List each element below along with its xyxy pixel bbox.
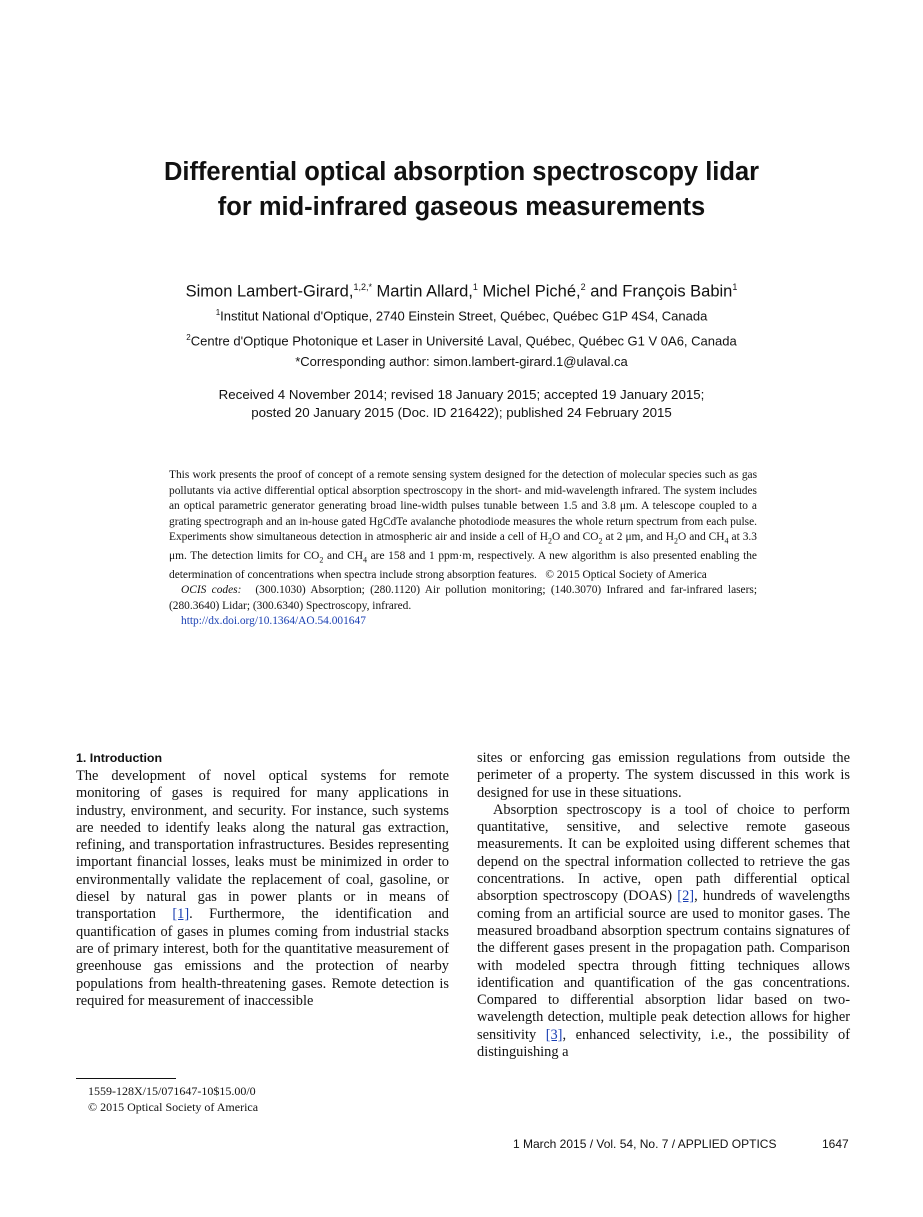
formula-ch4: $CH_4$ — [347, 549, 367, 565]
intro-paragraph-1-cont: sites or enforcing gas emission regulations from outside the perimeter of a property. The system discussed in this work is designed for use in these situations. — [477, 750, 850, 801]
intro-paragraph-1: The development of novel optical systems for remote monitoring of gases is required for many applications in industry, environment, and security. For instance, such systems are needed to identify leaks along the natural gas extraction, refining, and transportation infrastructures. Besides representing important financial losses, leaks must be minimized in order to environmentally validate the replacement of coal, gasoline, or diesel by natural gas in power plants or in means of transportation [1]. Furthermore, the identification and quantification of gases in plumes coming from industrial stacks are of primary interest, both for the quantitative measurement of greenhouse gas emissions and the protection of nearby populations from health-threatening gases. Remote detection is required for measurement of inaccessible — [76, 768, 449, 1009]
affil-mark: 2 — [186, 333, 191, 342]
publication-dates — [0, 386, 923, 422]
ocis-label: OCIS codes: — [181, 584, 242, 597]
affil-mark: 1 — [215, 308, 221, 317]
citation-link[interactable]: [1] — [172, 906, 190, 923]
author-name: Michel Piché, — [482, 282, 581, 301]
title-line-2: for mid-infrared gaseous measurements — [217, 193, 706, 221]
affil-text: Centre d'Optique Photonique et Laser in Université Laval, Québec, Québec G1 V 0A6, Canada — [190, 333, 737, 349]
ocis-codes — [169, 583, 757, 614]
copyright-line: © 2015 Optical Society of America — [88, 1100, 259, 1114]
formula-co2: $CO_2$ — [303, 549, 324, 565]
affiliation-1 — [0, 304, 923, 325]
author-name: and François Babin — [590, 282, 733, 301]
title-line-1: Differential optical absorption spectroscopy lidar — [163, 158, 760, 186]
abstract-copyright: © 2015 Optical Society of America — [545, 568, 707, 581]
formula-h2o: $H_2O$ — [539, 531, 561, 546]
author-affil-mark: 1 — [472, 282, 478, 292]
formula-co2: $CO_2$ — [582, 531, 603, 546]
author-affil-mark: 2 — [580, 282, 586, 292]
footnote-rule — [76, 1078, 176, 1079]
running-footer: 1 March 2015 / Vol. 54, No. 7 / APPLIED OPTICS — [513, 1137, 777, 1151]
corresponding-author: *Corresponding author: simon.lambert-girard.1@ulaval.ca — [295, 354, 628, 369]
citation-link[interactable]: [3] — [545, 1026, 563, 1043]
author-affil-mark: 1 — [732, 282, 738, 292]
doi-link[interactable]: http://dx.doi.org/10.1364/AO.54.001647 — [181, 615, 366, 628]
ocis-text: (300.1030) Absorption; (280.1120) Air pollution monitoring; (140.3070) Infrared and far-infrared lasers; (280.3640) Lidar; (300.6340) Spectroscopy, infrared. — [169, 584, 758, 612]
abstract-body: This work presents the proof of concept of a remote sensing system designed for the detection of molecular species such as gas pollutants via active differential optical absorption spectroscopy in the short- and mid-wavelength infrared. The system includes an optical parametric generator generating broad line-width pulses tunable between 1.5 and 3.8 μm. A telescope coupled to a grating spectrograph and an in-house gated HgCdTe avalanche photodiode measures the whole return spectrum from each pulse. Experiments show simultaneous detection in atmospheric air and inside a cell of $H_2O$ and $CO_2$ at 2 μm, and $H_2O$ and $CH_4$ at 3.3 μm. The detection limits for $CO_2$ and $CH_4$ are 158 and 1 ppm·m, respectively. A new algorithm is also presented enabling the determination of concentrations when spectra include strong absorption features. © 2015 Optical Society of America — [169, 469, 757, 581]
section-heading: 1. Introduction — [76, 751, 163, 765]
dates-line-2: posted 20 January 2015 (Doc. ID 216422); published 24 February 2015 — [251, 405, 672, 420]
abstract — [169, 468, 757, 630]
page-number: 1647 — [822, 1137, 849, 1151]
issn-line: 1559-128X/15/071647-10$15.00/0 — [88, 1084, 256, 1098]
affil-text: Institut National d'Optique, 2740 Einstein Street, Québec, Québec G1P 4S4, Canada — [220, 308, 708, 324]
copyright-footnote — [88, 1083, 258, 1115]
formula-ch4: $CH_4$ — [708, 531, 729, 546]
paper-title — [0, 155, 923, 225]
left-column — [76, 750, 449, 1010]
intro-paragraph-2: Absorption spectroscopy is a tool of choice to perform quantitative, sensitive, and selective remote gaseous measurements. It can be exploited using different schemes that depend on the spectral information collected to retrieve the gas concentrations. In active, open path differential optical absorption spectroscopy (DOAS) [2], hundreds of wavelengths coming from an artificial source are used to monitor gases. The measured broadband absorption spectrum contains signatures of the different gases present in the propagation path. Comparison with modeled spectra through fitting techniques allows identification and quantification of the gas concentrations. Compared to differential absorption lidar based on two-wavelength detection, multiple peak detection allows for higher sensitivity [3], enhanced selectivity, i.e., the possibility of distinguishing a — [477, 801, 850, 1061]
formula-h2o: $H_2O$ — [665, 531, 687, 546]
author-name: Martin Allard, — [376, 282, 473, 301]
right-column — [477, 750, 850, 1061]
affiliation-2 — [0, 329, 923, 350]
citation-link[interactable]: [2] — [677, 888, 695, 905]
author-list — [0, 276, 923, 303]
author-affil-mark: 1,2,* — [353, 282, 372, 292]
author-name: Simon Lambert-Girard, — [185, 282, 354, 301]
dates-line-1: Received 4 November 2014; revised 18 January 2015; accepted 19 January 2015; — [218, 387, 705, 402]
